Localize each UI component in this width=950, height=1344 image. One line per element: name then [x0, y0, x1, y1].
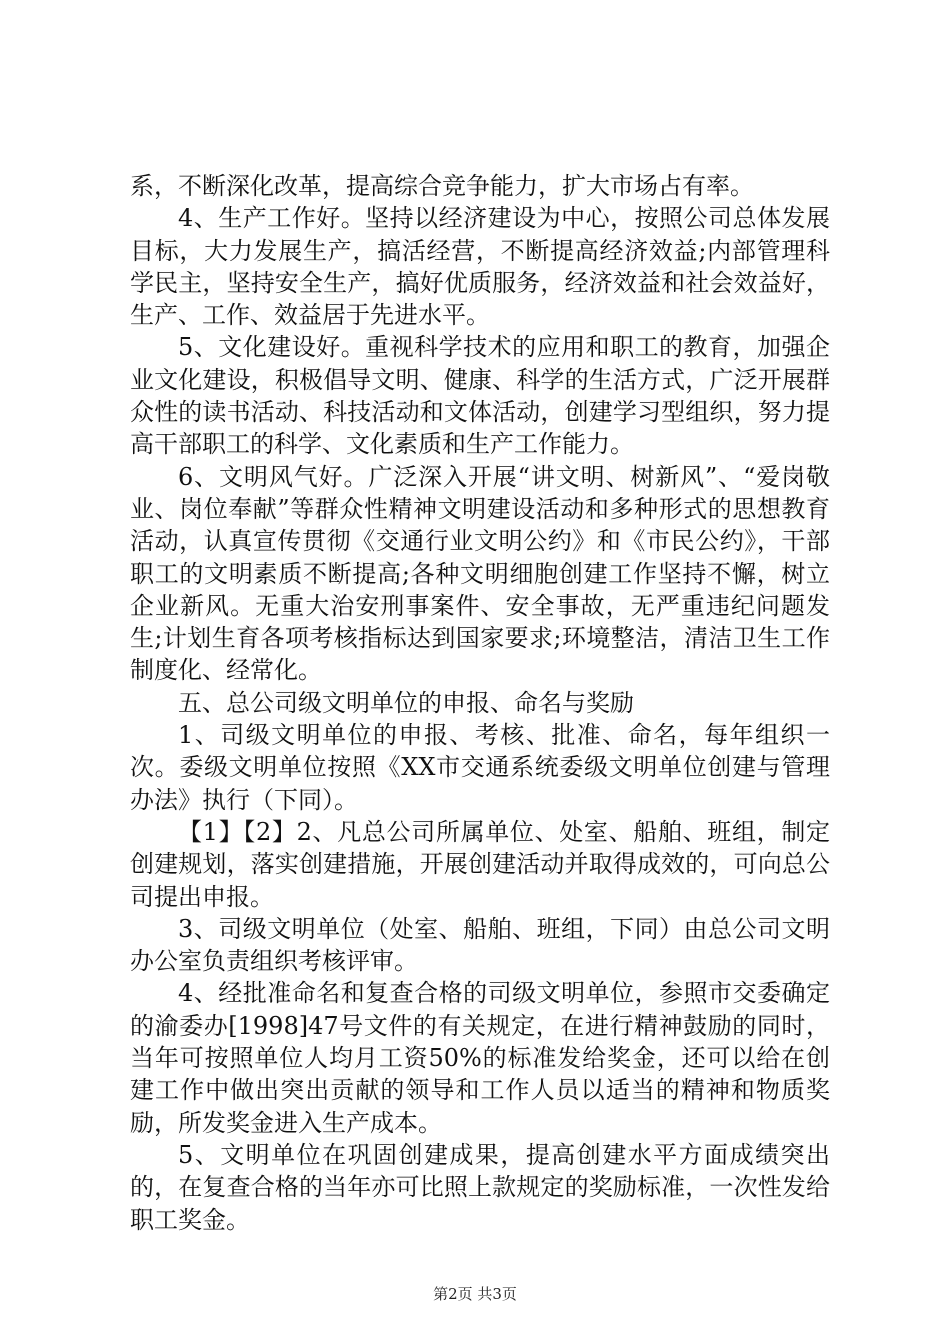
paragraph-item-4-production: 4、生产工作好。坚持以经济建设为中心，按照公司总体发展目标，大力发展生产，搞活经营，不断提高经济效益;内部管理科学民主，坚持安全生产，搞好优质服务，经济效益和社会效益好，生产、工作、效益居于先进水平。	[130, 204, 830, 330]
paragraph-rule-3: 3、司级文明单位（处室、船舶、班组，下同）由总公司文明办公室负责组织考核评审。	[130, 914, 830, 976]
paragraph-continuation: 系，不断深化改革，提高综合竞争能力，扩大市场占有率。	[130, 172, 754, 200]
paragraph-rule-5: 5、文明单位在巩固创建成果，提高创建水平方面成绩突出的，在复查合格的当年亦可比照上款规定的奖励标准，一次性发给职工奖金。	[130, 1140, 830, 1234]
paragraph-item-6-civility: 6、文明风气好。广泛深入开展“讲文明、树新风”、“爱岗敬业、岗位奉献”等群众性精神文明建设活动和多种形式的思想教育活动，认真宣传贯彻《交通行业文明公约》和《市民公约》，干部职工的文明素质不断提高;各种文明细胞创建工作坚持不懈，树立企业新风。无重大治安刑事案件、安全事故，无严重违纪问题发生;计划生育各项考核指标达到国家要求;环境整洁，清洁卫生工作制度化、经常化。	[130, 462, 830, 685]
paragraph-rule-4: 4、经批准命名和复查合格的司级文明单位，参照市交委确定的渝委办[1998]47号文件的有关规定，在进行精神鼓励的同时，当年可按照单位人均月工资50%的标准发给奖金，还可以给在创建工作中做出突出贡献的领导和工作人员以适当的精神和物质奖励，所发奖金进入生产成本。	[130, 979, 830, 1137]
paragraph-item-5-culture: 5、文化建设好。重视科学技术的应用和职工的教育，加强企业文化建设，积极倡导文明、健康、科学的生活方式，广泛开展群众性的读书活动、科技活动和文体活动，创建学习型组织，努力提高干部职工的科学、文化素质和生产工作能力。	[130, 333, 830, 459]
section-heading-five: 五、总公司级文明单位的申报、命名与奖励	[178, 688, 634, 717]
paragraph-rule-1: 1、司级文明单位的申报、考核、批准、命名，每年组织一次。委级文明单位按照《XX市交通系统委级文明单位创建与管理办法》执行（下同）。	[130, 721, 830, 814]
page-footer: 第2页 共3页	[433, 1285, 517, 1303]
paragraph-rule-2: 【1】【2】2、凡总公司所属单位、处室、船舶、班组，制定创建规划，落实创建措施，开展创建活动并取得成效的，可向总公司提出申报。	[130, 817, 830, 911]
document-body	[130, 170, 830, 1236]
